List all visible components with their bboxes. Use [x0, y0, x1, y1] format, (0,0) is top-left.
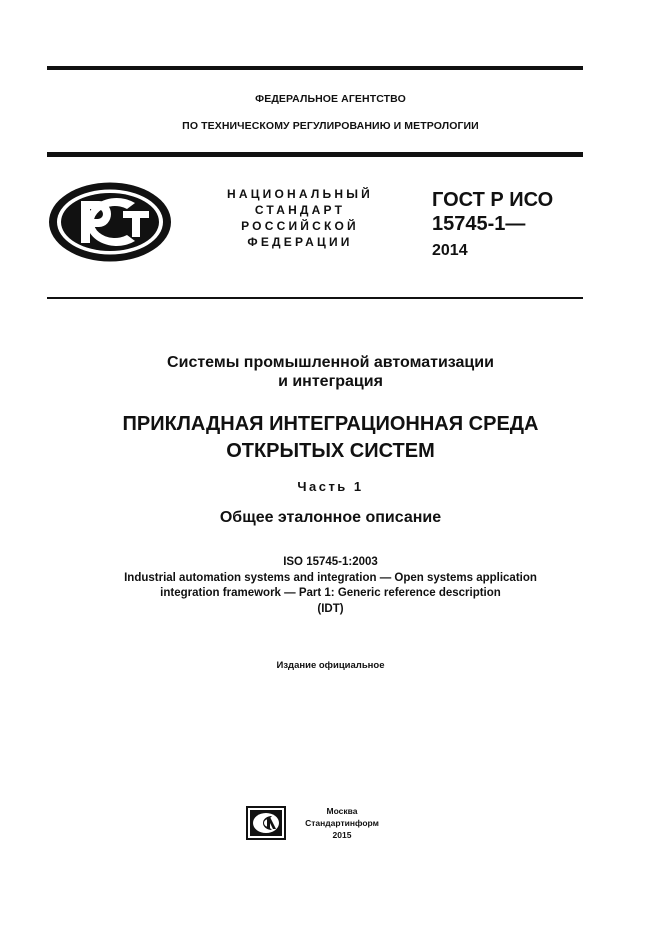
national-line-2: СТАНДАРТ	[254, 203, 346, 217]
gost-designation-line-1: ГОСТ Р ИСО	[432, 189, 554, 211]
edition-label: Издание официальное	[276, 660, 385, 671]
header-thick-rule	[47, 152, 583, 157]
publisher-name: Стандартинформ	[305, 818, 379, 828]
national-line-3: РОССИЙСКОЙ	[241, 219, 359, 233]
gost-designation-line-2: 15745-1—	[432, 213, 526, 235]
gost-r-certification-logo-icon	[47, 181, 173, 263]
part-title: Общее эталонное описание	[219, 509, 442, 526]
publisher-city: Москва	[326, 806, 358, 816]
top-rule	[47, 66, 583, 70]
iso-description-line-1: Industrial automation systems and integration — Open systems application	[124, 572, 537, 584]
national-line-4: ФЕДЕРАЦИИ	[247, 235, 353, 249]
main-title-line-2: ОТКРЫТЫХ СИСТЕМ	[226, 440, 435, 462]
iso-description-line-2: integration framework — Part 1: Generic reference description	[160, 587, 501, 599]
iso-idt: (IDT)	[317, 603, 344, 615]
standard-rule	[47, 297, 583, 299]
standartinform-logo-icon	[246, 806, 286, 840]
subtitle-line-2: и интеграция	[278, 373, 383, 390]
iso-code: ISO 15745-1:2003	[283, 556, 378, 568]
gost-year: 2014	[432, 242, 468, 259]
main-title-line-1: ПРИКЛАДНАЯ ИНТЕГРАЦИОННАЯ СРЕДА	[122, 413, 539, 435]
part-label: Часть 1	[297, 479, 364, 494]
national-standard-label	[205, 186, 395, 250]
subtitle-line-1: Системы промышленной автоматизации	[167, 354, 494, 371]
publisher-block	[294, 805, 390, 841]
agency-line-1: ФЕДЕРАЛЬНОЕ АГЕНТСТВО	[255, 93, 406, 105]
agency-line-2: ПО ТЕХНИЧЕСКОМУ РЕГУЛИРОВАНИЮ И МЕТРОЛОГИИ	[182, 120, 479, 132]
national-line-1: НАЦИОНАЛЬНЫЙ	[226, 187, 374, 201]
publisher-year: 2015	[332, 830, 352, 840]
